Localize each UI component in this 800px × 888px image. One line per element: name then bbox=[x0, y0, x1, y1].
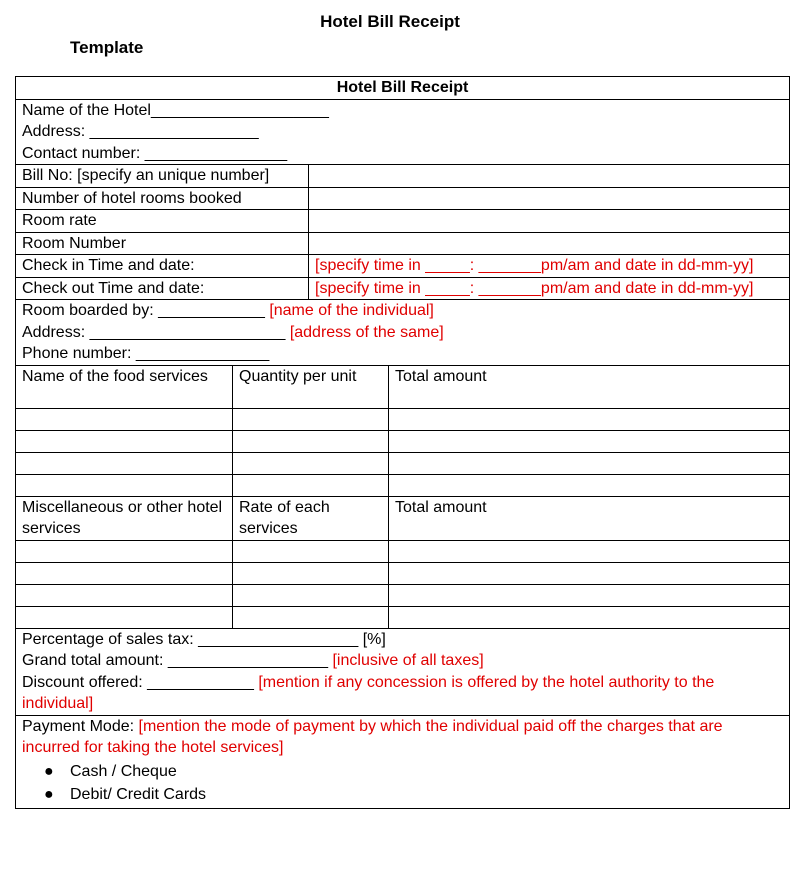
boarded-address-line bbox=[22, 322, 783, 344]
bill-no-row bbox=[16, 165, 790, 188]
misc-total-header: Total amount bbox=[389, 496, 790, 540]
food-header-row bbox=[16, 365, 790, 408]
table-cell bbox=[233, 408, 389, 430]
bill-no-value bbox=[309, 165, 790, 188]
boarded-cell bbox=[16, 300, 790, 366]
payment-option-label: Debit/ Credit Cards bbox=[70, 786, 207, 803]
hotel-contact-line: Contact number: ________________ bbox=[22, 144, 288, 162]
table-cell bbox=[389, 562, 790, 584]
table-cell bbox=[389, 408, 790, 430]
discount-hint: [mention if any concession is offered by the hotel authority to the individual] bbox=[22, 673, 715, 712]
bullet-icon: ● bbox=[44, 786, 54, 803]
table-cell bbox=[16, 540, 233, 562]
hotel-info-cell bbox=[16, 99, 790, 165]
payment-cell bbox=[16, 715, 790, 808]
misc-rate-header: Rate of each services bbox=[233, 496, 389, 540]
misc-row bbox=[16, 606, 790, 628]
totals-cell bbox=[16, 628, 790, 715]
sales-tax-label: Percentage of sales tax: __________________ bbox=[22, 630, 363, 648]
rooms-booked-row bbox=[16, 187, 790, 210]
food-row bbox=[16, 452, 790, 474]
boarded-address-hint: [address of the same] bbox=[289, 323, 444, 341]
sales-tax-line bbox=[22, 629, 783, 651]
hotel-address-line: Address: ___________________ bbox=[22, 123, 259, 140]
table-cell bbox=[16, 430, 233, 452]
boarded-by-hint: [name of the individual] bbox=[269, 302, 434, 319]
bullet-icon: ● bbox=[44, 762, 54, 780]
check-out-value: [specify time in _____: _______pm/am and date in dd-mm-yy] bbox=[309, 277, 790, 300]
food-total-header: Total amount bbox=[389, 365, 790, 408]
grand-total-hint: [inclusive of all taxes] bbox=[332, 652, 484, 669]
room-rate-row bbox=[16, 210, 790, 233]
receipt-header: Hotel Bill Receipt bbox=[16, 77, 790, 100]
totals-row bbox=[16, 628, 790, 715]
table-cell bbox=[233, 584, 389, 606]
table-cell bbox=[389, 474, 790, 496]
grand-total-line bbox=[22, 650, 783, 672]
boarded-by-line bbox=[22, 300, 783, 322]
table-cell bbox=[16, 474, 233, 496]
misc-row bbox=[16, 584, 790, 606]
boarded-by-label: Room boarded by: ____________ bbox=[22, 302, 265, 319]
misc-row bbox=[16, 562, 790, 584]
table-cell bbox=[389, 540, 790, 562]
payment-mode-hint: [mention the mode of payment by which the individual paid off the charges that are incurred for taking the hotel services] bbox=[22, 717, 723, 756]
food-row bbox=[16, 430, 790, 452]
check-in-value: [specify time in _____: _______pm/am and date in dd-mm-yy] bbox=[309, 255, 790, 278]
check-out-label: Check out Time and date: bbox=[16, 277, 309, 300]
hotel-name-line: Name of the Hotel____________________ bbox=[22, 101, 329, 119]
rooms-booked-label: Number of hotel rooms booked bbox=[16, 187, 309, 210]
receipt-table bbox=[15, 76, 790, 809]
payment-mode-label: Payment Mode: bbox=[22, 717, 139, 735]
room-rate-label: Room rate bbox=[16, 210, 309, 233]
misc-header-row bbox=[16, 496, 790, 540]
food-quantity-header: Quantity per unit bbox=[233, 365, 389, 408]
table-cell bbox=[233, 562, 389, 584]
table-cell bbox=[389, 584, 790, 606]
table-cell bbox=[16, 562, 233, 584]
table-cell bbox=[389, 606, 790, 628]
discount-line bbox=[22, 672, 783, 715]
rooms-booked-value bbox=[309, 187, 790, 210]
table-cell bbox=[233, 474, 389, 496]
table-cell bbox=[233, 540, 389, 562]
boarded-row bbox=[16, 300, 790, 366]
room-number-row bbox=[16, 232, 790, 255]
table-cell bbox=[233, 606, 389, 628]
table-cell bbox=[389, 452, 790, 474]
document-title: Hotel Bill Receipt bbox=[320, 12, 460, 31]
food-row bbox=[16, 474, 790, 496]
food-row bbox=[16, 408, 790, 430]
check-out-row bbox=[16, 277, 790, 300]
receipt-header-row bbox=[16, 77, 790, 100]
room-number-label: Room Number bbox=[16, 232, 309, 255]
boarded-address-label: Address: ______________________ bbox=[22, 323, 286, 341]
boarded-phone-line: Phone number: _______________ bbox=[22, 345, 270, 362]
misc-name-header: Miscellaneous or other hotel services bbox=[16, 496, 233, 540]
table-cell bbox=[16, 408, 233, 430]
table-cell bbox=[16, 584, 233, 606]
payment-row bbox=[16, 715, 790, 808]
payment-option-card bbox=[22, 784, 783, 806]
discount-label: Discount offered: ____________ bbox=[22, 673, 259, 691]
table-cell bbox=[16, 452, 233, 474]
check-in-label: Check in Time and date: bbox=[16, 255, 309, 278]
check-in-row bbox=[16, 255, 790, 278]
document-subtitle: Template bbox=[70, 38, 144, 57]
room-number-value bbox=[309, 232, 790, 255]
bill-no-label: Bill No: [specify an unique number] bbox=[16, 165, 309, 188]
table-cell bbox=[233, 430, 389, 452]
room-rate-value bbox=[309, 210, 790, 233]
table-cell bbox=[389, 430, 790, 452]
payment-option-cash bbox=[22, 761, 783, 783]
table-cell bbox=[16, 606, 233, 628]
sales-tax-hint: [%] bbox=[362, 630, 386, 648]
hotel-info-row bbox=[16, 99, 790, 165]
grand-total-label: Grand total amount: __________________ bbox=[22, 652, 333, 669]
payment-mode-line bbox=[22, 716, 783, 759]
payment-option-label: Cash / Cheque bbox=[70, 762, 177, 780]
misc-row bbox=[16, 540, 790, 562]
food-name-header: Name of the food services bbox=[16, 365, 233, 408]
table-cell bbox=[233, 452, 389, 474]
